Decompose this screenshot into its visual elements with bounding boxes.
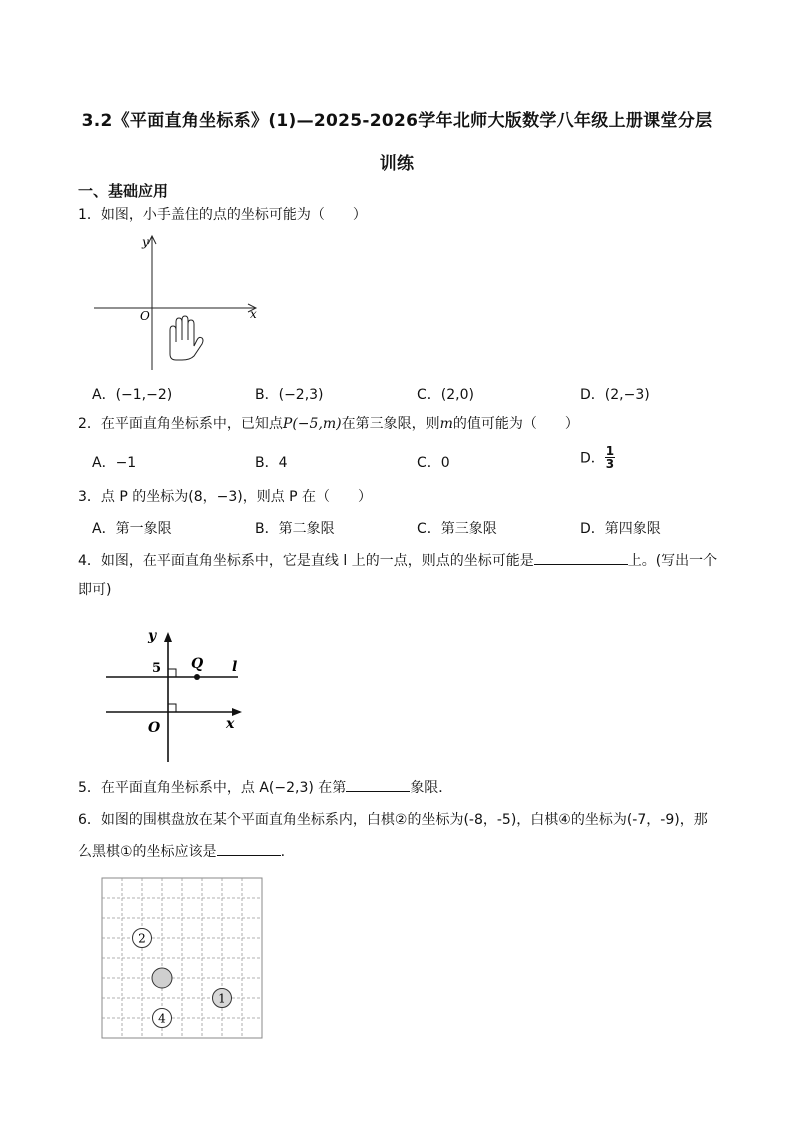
question-5-stem [78,777,452,798]
page-title: 3.2《平面直角坐标系》(1)—2025-2026学年北师大版数学八年级上册课堂分层 [81,111,713,131]
q1-option-c[interactable]: C．(2,0) [417,387,474,403]
q3-option-d[interactable]: D．第四象限 [580,521,661,537]
q3-option-b[interactable]: B．第二象限 [255,521,335,537]
q1-axes-figure [90,232,265,374]
q2-frac-numerator: 1 [605,444,615,458]
q2-option-d-label: D． [580,450,605,467]
q2-var-m: m [439,416,453,432]
stone-1 [213,989,232,1008]
q2-option-b[interactable]: B．4 [255,455,288,471]
q6-answer-blank[interactable] [217,841,281,856]
question-3-stem: 3．点 P 的坐标为(8，−3)，则点 P 在（ ） [78,489,373,505]
q2-option-a[interactable]: A．−1 [92,455,137,471]
question-1-stem: 1．如图，小手盖住的点的坐标可能为（ ） [78,207,367,223]
q4-right-angle-mark-upper [168,669,176,677]
question-4-stem [78,550,717,571]
question-6-stem: 6．如图的围棋盘放在某个平面直角坐标系内，白棋②的坐标为(-8，-5)，白棋④的坐标为(-7，-9)，那 [78,812,708,828]
q2-stem-c: 的值可能为（ ） [452,416,579,432]
go-board-figure [100,876,264,1042]
question-4-stem-cont: 即可) [78,582,112,598]
q2-option-c[interactable]: C．0 [417,455,450,471]
q4-right-angle-mark-lower [168,704,176,712]
q2-option-d[interactable] [580,445,615,470]
section-heading: 一、基础应用 [78,182,169,200]
q2-stem-b: 在第三象限，则 [341,416,440,432]
page-title-cont: 训练 [379,154,415,174]
q1-option-d[interactable]: D．(2,−3) [580,387,650,403]
q6-stem-c: . [280,844,286,860]
q4-point-q [194,674,200,680]
q4-y-arrow [164,632,172,642]
q4-axes-figure [98,622,258,764]
q1-option-a[interactable]: A．(−1,−2) [92,387,173,403]
q6-stem-b: 么黑棋①的坐标应该是 [78,844,217,860]
go-board-grid [102,878,262,1038]
q4-x-label: x [226,716,235,732]
q4-origin-label: O [148,720,161,736]
q2-point-p: P(−5,m) [282,416,342,432]
stone-4 [153,1009,172,1028]
stone-1-label: 1 [218,991,226,1006]
q2-stem-a: 2．在平面直角坐标系中，已知点 [78,416,283,432]
question-6-stem-cont [78,841,285,862]
q5-stem-a: 5．在平面直角坐标系中，点 A(−2,3) 在第 [78,780,347,796]
q4-l-label: l [232,659,238,675]
q4-x-arrow [232,708,242,716]
q1-y-label: y [142,235,149,249]
q4-five-label: 5 [152,661,162,676]
hand-icon [170,316,203,360]
stone-unlabeled [152,968,172,988]
q1-option-b[interactable]: B．(−2,3) [255,387,324,403]
q4-q-label: Q [191,656,204,672]
q3-option-a[interactable]: A．第一象限 [92,521,172,537]
stone-2 [133,929,152,948]
q4-y-label: y [148,628,157,644]
question-2-stem [78,414,579,434]
q5-stem-b: 象限． [410,780,453,796]
stone-4-label: 4 [158,1011,166,1026]
q2-frac-denominator: 3 [605,457,615,471]
q1-origin-label: O [140,309,150,323]
q5-answer-blank[interactable] [346,777,410,792]
q4-stem-b: 上。(写出一个 [627,553,718,569]
q4-answer-blank[interactable] [534,550,628,565]
q4-stem-a: 4．如图，在平面直角坐标系中，它是直线 l 上的一点，则点的坐标可能是 [78,553,534,569]
stone-2-label: 2 [138,931,146,946]
q1-x-label: x [250,307,257,321]
q3-option-c[interactable]: C．第三象限 [417,521,497,537]
q2-option-d-fraction [605,445,615,470]
